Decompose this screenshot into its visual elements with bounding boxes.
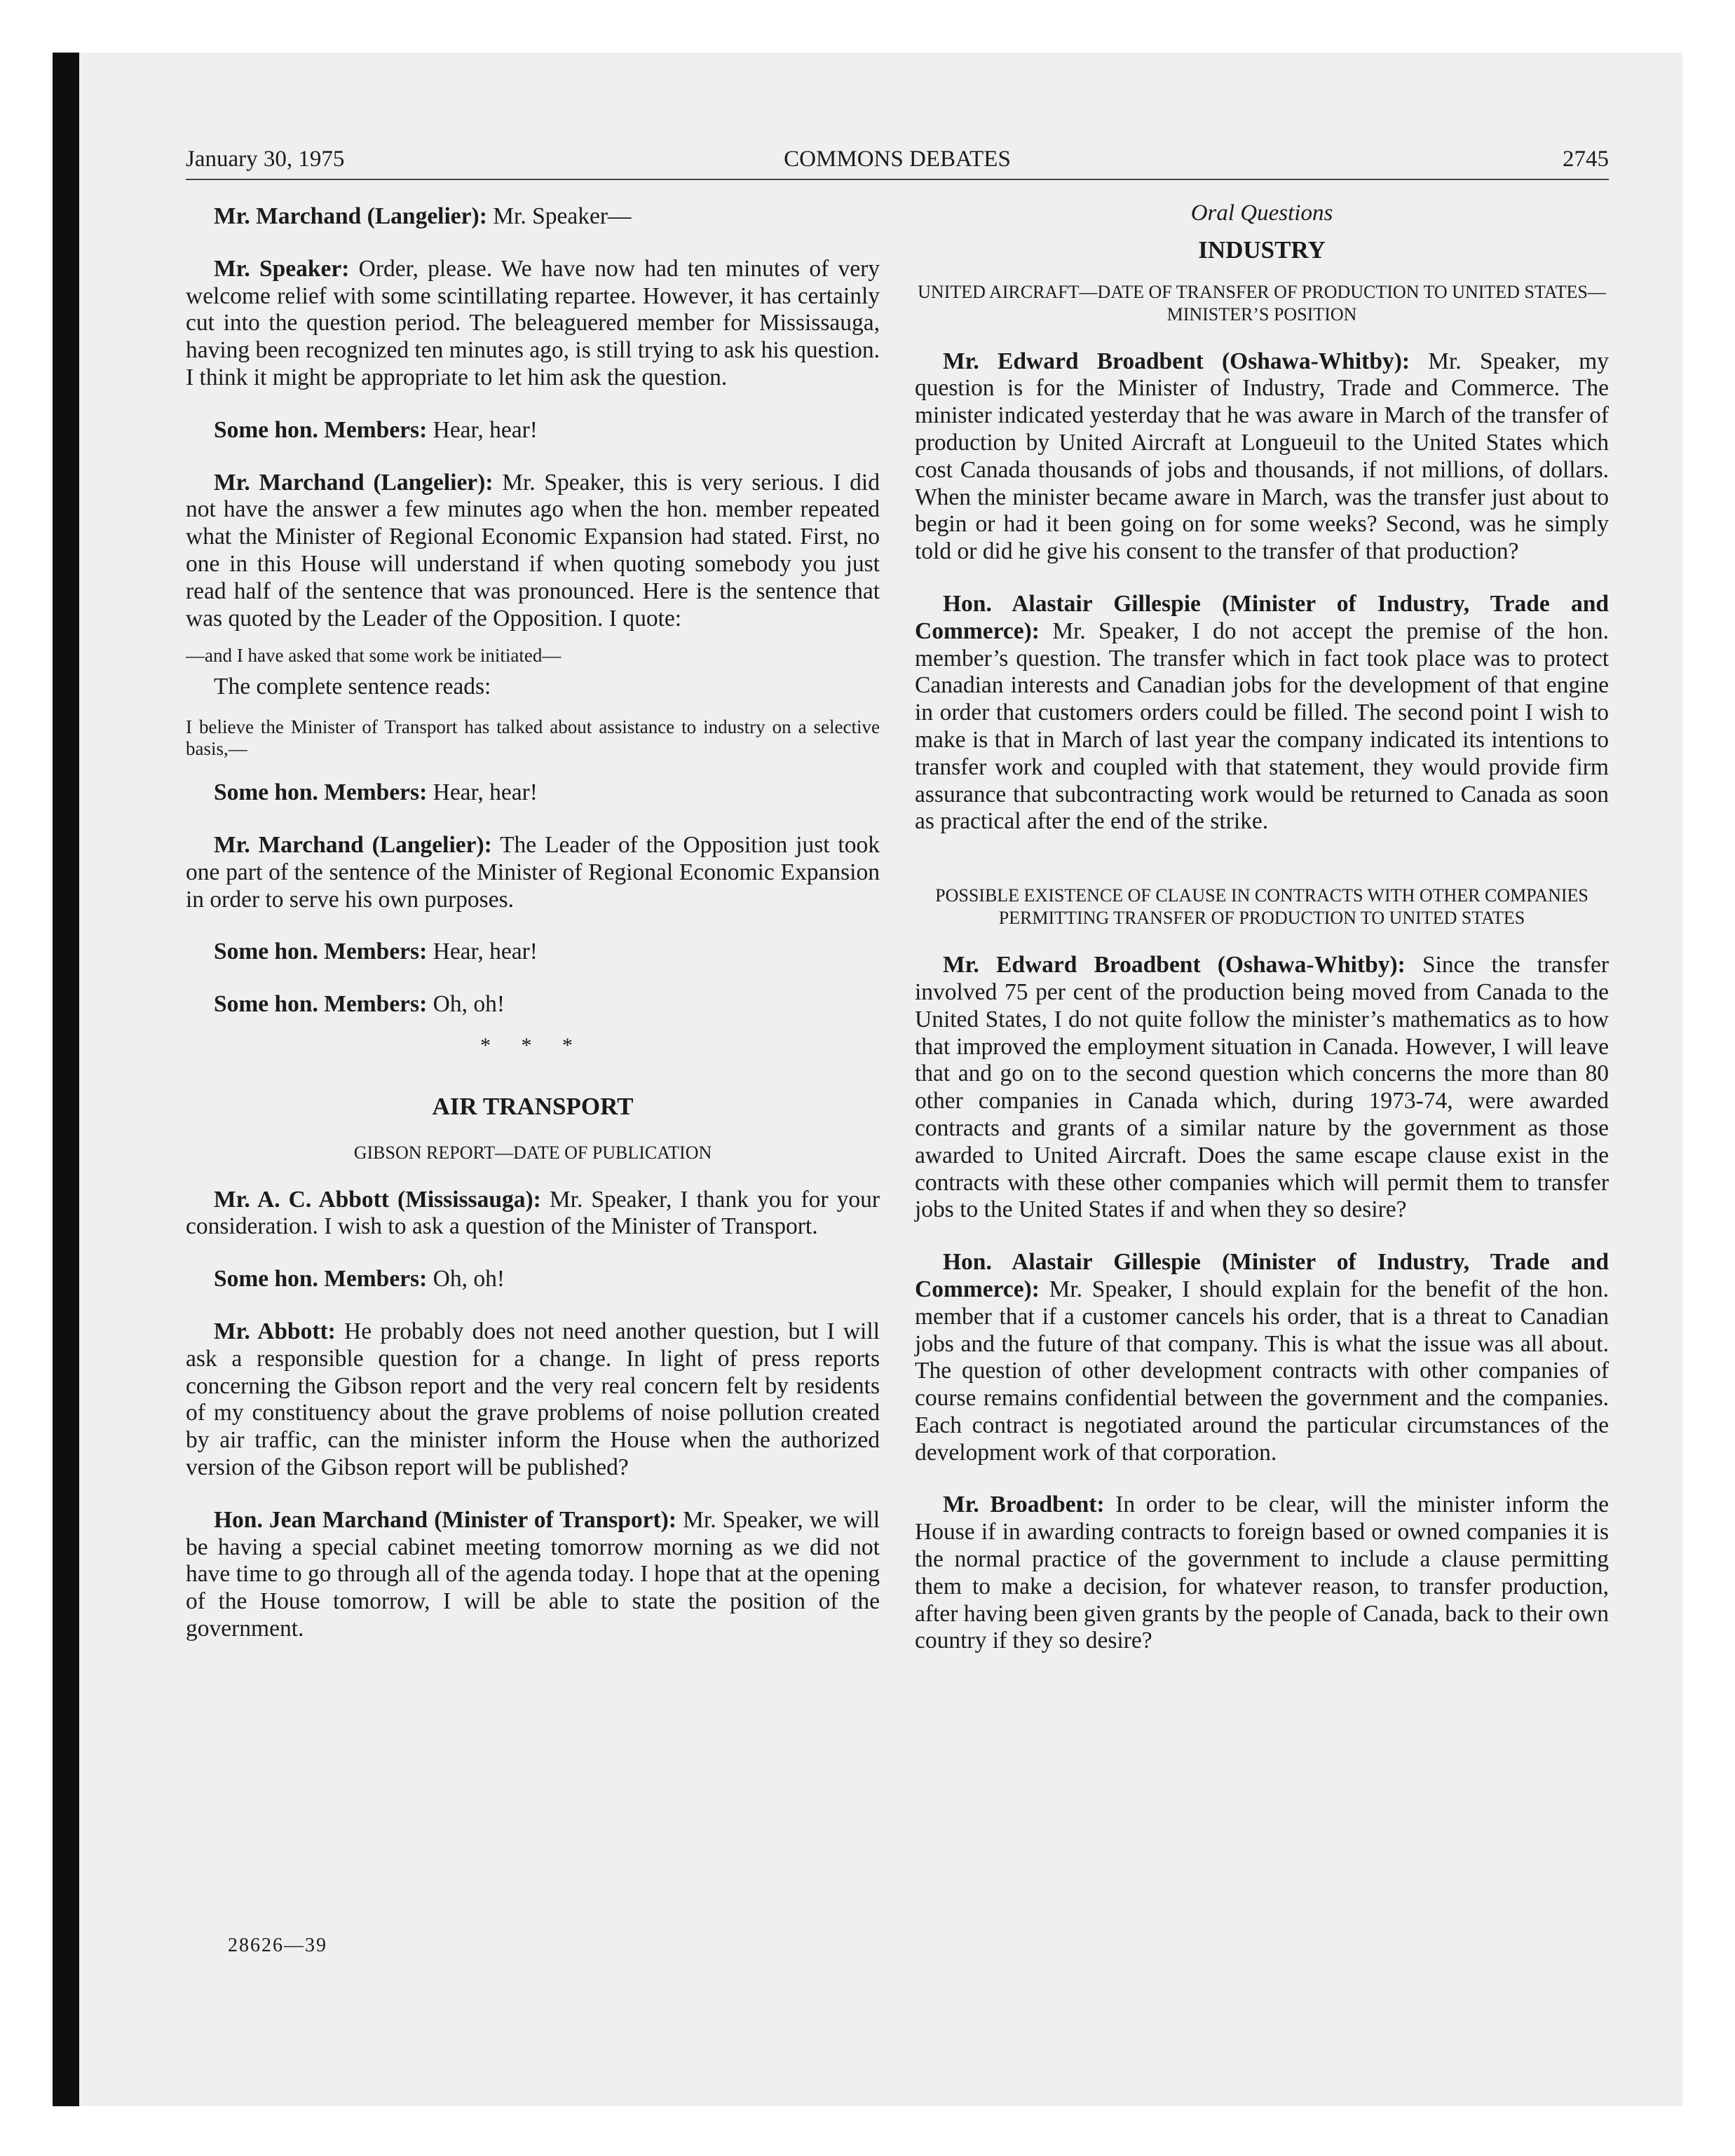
speaker-name: Hon. Alastair Gillespie (Minister of Industry, Trade and Commerce): [915,1249,1609,1302]
speaker-name: Mr. Broadbent: [943,1492,1105,1518]
page-header [186,144,1609,180]
speech-paragraph [186,470,880,633]
header-publication: COMMONS DEBATES [784,146,1011,172]
speaker-name: Some hon. Members: [214,991,428,1018]
speech-paragraph [186,779,880,807]
speaker-name: Mr. Marchand (Langelier): [214,831,492,858]
speaker-name: Mr. Marchand (Langelier): [214,203,487,229]
section-heading: AIR TRANSPORT [432,1092,634,1120]
speaker-name: Mr. Edward Broadbent (Oshawa-Whitby): [943,348,1410,374]
speech-paragraph [915,591,1609,835]
speech-text: The Leader of the Opposition just took one part of the sentence of the Minister of Regional Economic Expansion in order to serve his own purposes. [186,831,880,913]
speech-paragraph [915,952,1609,1224]
speech-paragraph [186,256,880,392]
speech-paragraph [186,1266,880,1293]
speech-paragraph [915,1492,1609,1655]
speaker-name: Some hon. Members: [214,779,428,806]
speaker-name: Hon. Jean Marchand (Minister of Transport): [214,1506,676,1533]
speech-paragraph [186,417,880,444]
header-date: January 30, 1975 [186,146,345,172]
speaker-name: Some hon. Members: [214,939,428,965]
speech-paragraph [186,1507,880,1643]
speaker-name: Mr. Speaker: [214,255,350,282]
speech-paragraph [915,1249,1609,1466]
speech-text: Hear, hear! [427,779,538,806]
section-separator: * * * [480,1033,585,1057]
quotation: —and I have asked that some work be initiated— [186,645,562,667]
speech-text: Hear, hear! [427,939,538,965]
speech-text: Mr. Speaker, I do not accept the premise of the hon. member’s question. The transfer which in fact took place was to protect Canadian interests and Canadian jobs for the development of that engine in order that customers orders could be filled. The second point I wish to make is that in March of last year the company indicated its intentions to transfer work and coupled with that statement, they would provide firm assurance that subcontracting work would be returned to Canada as soon as practical after the end of the strike. [915,618,1609,835]
header-page-number: 2745 [1563,146,1609,172]
binding-edge [53,53,79,2106]
speaker-name: Hon. Alastair Gillespie (Minister of Industry, Trade and Commerce): [915,590,1609,644]
speech-text: Mr. Speaker, we will be having a special cabinet meeting tomorrow morning as we did not have time to go through all of the agenda today. I hope that at the opening of the House tomorrow, I will be able to state the position of the government. [186,1506,880,1642]
speech-text: Oh, oh! [427,991,505,1018]
speech-paragraph [186,832,880,913]
left-column [186,203,880,1668]
speech-paragraph [186,203,880,231]
speech-text: Mr. Speaker— [487,203,632,229]
subsection-heading: GIBSON REPORT—DATE OF PUBLICATION [353,1142,712,1163]
subsection-heading: POSSIBLE EXISTENCE OF CLAUSE IN CONTRACTS WITH OTHER COMPANIES PERMITTING TRANSFER OF PRODUCTION TO UNITED STATES [935,885,1588,929]
speaker-name: Mr. Marchand (Langelier): [214,469,494,496]
speech-text: In order to be clear, will the minister inform the House if in awarding contracts to foreign based or owned companies it is the normal practice of the government to include a clause permitting them to make a decision, for whatever reason, to transfer production, after having been given grants by the people of Canada, back to their own country if they so desire? [915,1492,1609,1654]
speech-paragraph [186,939,880,966]
speech-paragraph [186,1318,880,1482]
section-heading: INDUSTRY [1198,236,1326,264]
quotation: I believe the Minister of Transport has talked about assistance to industry on a selective basis,— [186,716,880,760]
subsection-heading: UNITED AIRCRAFT—DATE OF TRANSFER OF PRODUCTION TO UNITED STATES—MINISTER’S POSITION [918,281,1606,325]
speech-text: Mr. Speaker, my question is for the Minister of Industry, Trade and Commerce. The minister indicated yesterday that he was aware in March of the transfer of production by United Aircraft at Longueuil to the United States which cost Canada thousands of jobs and thousands, if not millions, of dollars. When the minister became aware in March, was the transfer just about to begin or had it been going on for some weeks? Second, was he simply told or did he give his consent to the transfer of that production? [915,348,1609,565]
speech-text: He probably does not need another question, but I will ask a responsible question for a change. In light of press reports concerning the Gibson report and the very real concern felt by residents of my constituency about the grave problems of noise pollution created by air traffic, can the minister inform the House when the authorized version of the Gibson report will be published? [186,1318,880,1480]
speaker-name: Mr. Abbott: [214,1318,336,1344]
speech-text: Hear, hear! [427,416,538,443]
speech-text: Since the transfer involved 75 per cent of the production being moved from Canada to the United States, I do not quite follow the minister’s mathematics as to how that improved the employment situation in Canada. However, I will leave that and go on to the second question which concerns the more than 80 other companies in Canada which, during 1973-74, were awarded contracts and grants of a similar nature by the government as those awarded to United Aircraft. Does the same escape clause exist in the contracts with these other companies which will permit them to transfer jobs to the United States if and when they so desire? [915,952,1609,1223]
plain-text: The complete sentence reads: [214,674,491,700]
print-code: 28626—39 [228,1935,327,1956]
right-column [915,200,1609,1680]
speech-paragraph [186,991,880,1018]
speech-text: Order, please. We have now had ten minutes of very welcome relief with some scintillating repartee. However, it has certainly cut into the question period. The beleaguered member for Mississauga, having been recognized ten minutes ago, is still trying to ask his question. I think it might be appropriate to let him ask the question. [186,255,880,390]
speech-text: Mr. Speaker, I thank you for your consideration. I wish to ask a question of the Minister of Transport. [186,1186,880,1240]
speaker-name: Some hon. Members: [214,1266,428,1292]
speech-text: Oh, oh! [427,1266,505,1292]
running-title: Oral Questions [1190,200,1333,226]
speaker-name: Mr. Edward Broadbent (Oshawa-Whitby): [943,952,1406,978]
speech-text: Mr. Speaker, this is very serious. I did not have the answer a few minutes ago when the hon. member repeated what the Minister of Regional Economic Expansion had stated. First, no one in this House will understand if when quoting somebody you just read half of the sentence that was pronounced. Here is the sentence that was quoted by the Leader of the Opposition. I quote: [186,469,880,632]
speaker-name: Some hon. Members: [214,416,428,443]
speaker-name: Mr. A. C. Abbott (Mississauga): [214,1186,541,1213]
speech-text: Mr. Speaker, I should explain for the benefit of the hon. member that if a customer cancels his order, that is a threat to Canadian jobs and the future of that company. This is what the issue was all about. The question of other development contracts with other companies of course remains confidential between the government and the companies. Each contract is negotiated around the particular circumstances of the development work of that corporation. [915,1276,1609,1466]
speech-paragraph [915,348,1609,566]
speech-paragraph [186,1187,880,1241]
